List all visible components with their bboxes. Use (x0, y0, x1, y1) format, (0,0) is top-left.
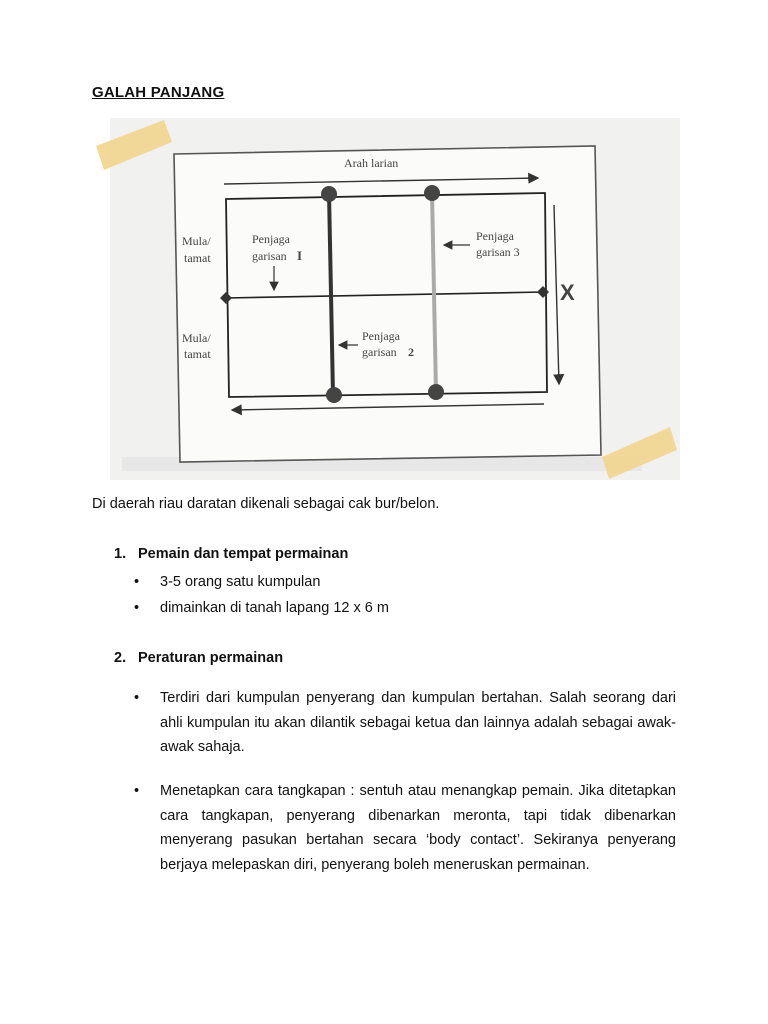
penjaga-1-label-1: Penjaga (252, 232, 290, 246)
bullet-icon: • (134, 574, 140, 590)
bullet-icon: • (134, 690, 140, 706)
section-number: 2. (114, 650, 127, 666)
court-diagram-svg (92, 112, 682, 487)
page-title: GALAH PANJANG (92, 84, 225, 101)
mula-tamat-bottom-label-2: tamat (184, 347, 211, 361)
intro-text: Di daerah riau daratan dikenali sebagai cak bur/belon. (92, 496, 440, 512)
penjaga-3-label-2: garisan 3 (476, 245, 520, 259)
section-heading-1 (114, 546, 348, 562)
list-item (134, 779, 676, 877)
arah-larian-label: Arah larian (344, 156, 399, 170)
bullet-icon: • (134, 783, 140, 799)
list-item (134, 596, 676, 621)
list-item-text: dimainkan di tanah lapang 12 x 6 m (160, 600, 389, 616)
list-item-text: 3-5 orang satu kumpulan (160, 574, 321, 590)
garisan-3-bottom-dot (428, 384, 444, 400)
section-title: Pemain dan tempat permainan (138, 546, 349, 562)
garisan-3-top-dot (424, 185, 440, 201)
section-number: 1. (114, 546, 127, 562)
penjaga-2-number: 2 (408, 345, 414, 359)
garisan-1-top-dot (321, 186, 337, 202)
penjaga-2-label-1: Penjaga (362, 329, 400, 343)
mula-tamat-bottom-label-1: Mula/ (182, 331, 211, 345)
penjaga-1-label-2: garisan (252, 249, 287, 263)
x-mark: X (560, 280, 575, 305)
court-diagram (92, 112, 682, 487)
list-item-text: Menetapkan cara tangkapan : sentuh atau menangkap pemain. Jika ditetapkan cara tangkapan, penyerang dibenarkan meronta, tapi tidak dibenarkan menyerang pasukan bertahan secara ‘body contact’. Sekiranya penyerang berjaya melepaskan diri, penyerang boleh meneruskan permainan. (160, 783, 676, 873)
penjaga-1-number: I (297, 248, 303, 263)
list-item-text: Terdiri dari kumpulan penyerang dan kumpulan bertahan. Salah seorang dari ahli kumpulan itu akan dilantik sebagai ketua dan lainnya adalah sebagai awak-awak sahaja. (160, 690, 676, 755)
garisan-1-bottom-dot (326, 387, 342, 403)
penjaga-3-label-1: Penjaga (476, 229, 514, 243)
section-heading-2 (114, 650, 283, 666)
bullet-icon: • (134, 600, 140, 616)
mula-tamat-top-label-2: tamat (184, 251, 211, 265)
list-item (134, 570, 676, 595)
section-title: Peraturan permainan (138, 650, 284, 666)
penjaga-2-label-2: garisan (362, 345, 397, 359)
list-item (134, 686, 676, 760)
mula-tamat-top-label-1: Mula/ (182, 234, 211, 248)
